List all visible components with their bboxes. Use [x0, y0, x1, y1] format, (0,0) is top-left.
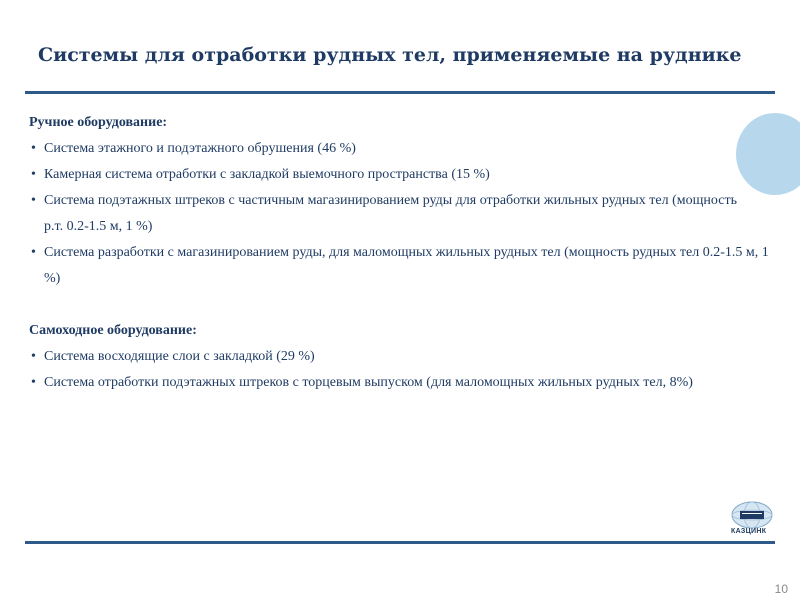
page-number: 10	[774, 582, 788, 596]
bullet-icon: •	[31, 375, 36, 390]
section-manual-equipment	[29, 110, 784, 292]
list-item: • Система восходящие слои с закладкой (29 %)	[29, 344, 784, 370]
section-heading: Ручное оборудование:	[29, 115, 168, 130]
logo-text: КАЗЦИНК	[731, 528, 767, 535]
section-self-propelled-equipment	[29, 318, 784, 396]
bullet-icon: •	[31, 245, 36, 260]
slide-title: Системы для отработки рудных тел, применяемые на руднике	[38, 44, 742, 66]
bullet-icon: •	[31, 193, 36, 208]
company-logo	[727, 500, 777, 538]
list-item: • Камерная система отработки с закладкой выемочного пространства (15 %)	[29, 162, 784, 188]
list-item: • Система подэтажных штреков с частичным магазинированием руды для отработки жильных рудных тел (мощность р.т. 0.2-1.5 м, 1 %)	[29, 188, 744, 240]
bottom-divider	[25, 541, 775, 544]
list-item: • Система разработки с магазинированием руды, для маломощных жильных рудных тел (мощность рудных тел 0.2-1.5 м, 1 %)	[29, 240, 779, 292]
list-item: • Система этажного и подэтажного обрушения (46 %)	[29, 136, 784, 162]
section-heading: Самоходное оборудование:	[29, 323, 197, 338]
section-spacer	[29, 292, 784, 318]
bullet-icon: •	[31, 141, 36, 156]
slide-content	[29, 110, 784, 396]
top-divider	[25, 91, 775, 94]
bullet-icon: •	[31, 349, 36, 364]
list-item: • Система отработки подэтажных штреков с торцевым выпуском (для маломощных жильных рудных тел, 8%)	[29, 370, 784, 396]
bullet-icon: •	[31, 167, 36, 182]
